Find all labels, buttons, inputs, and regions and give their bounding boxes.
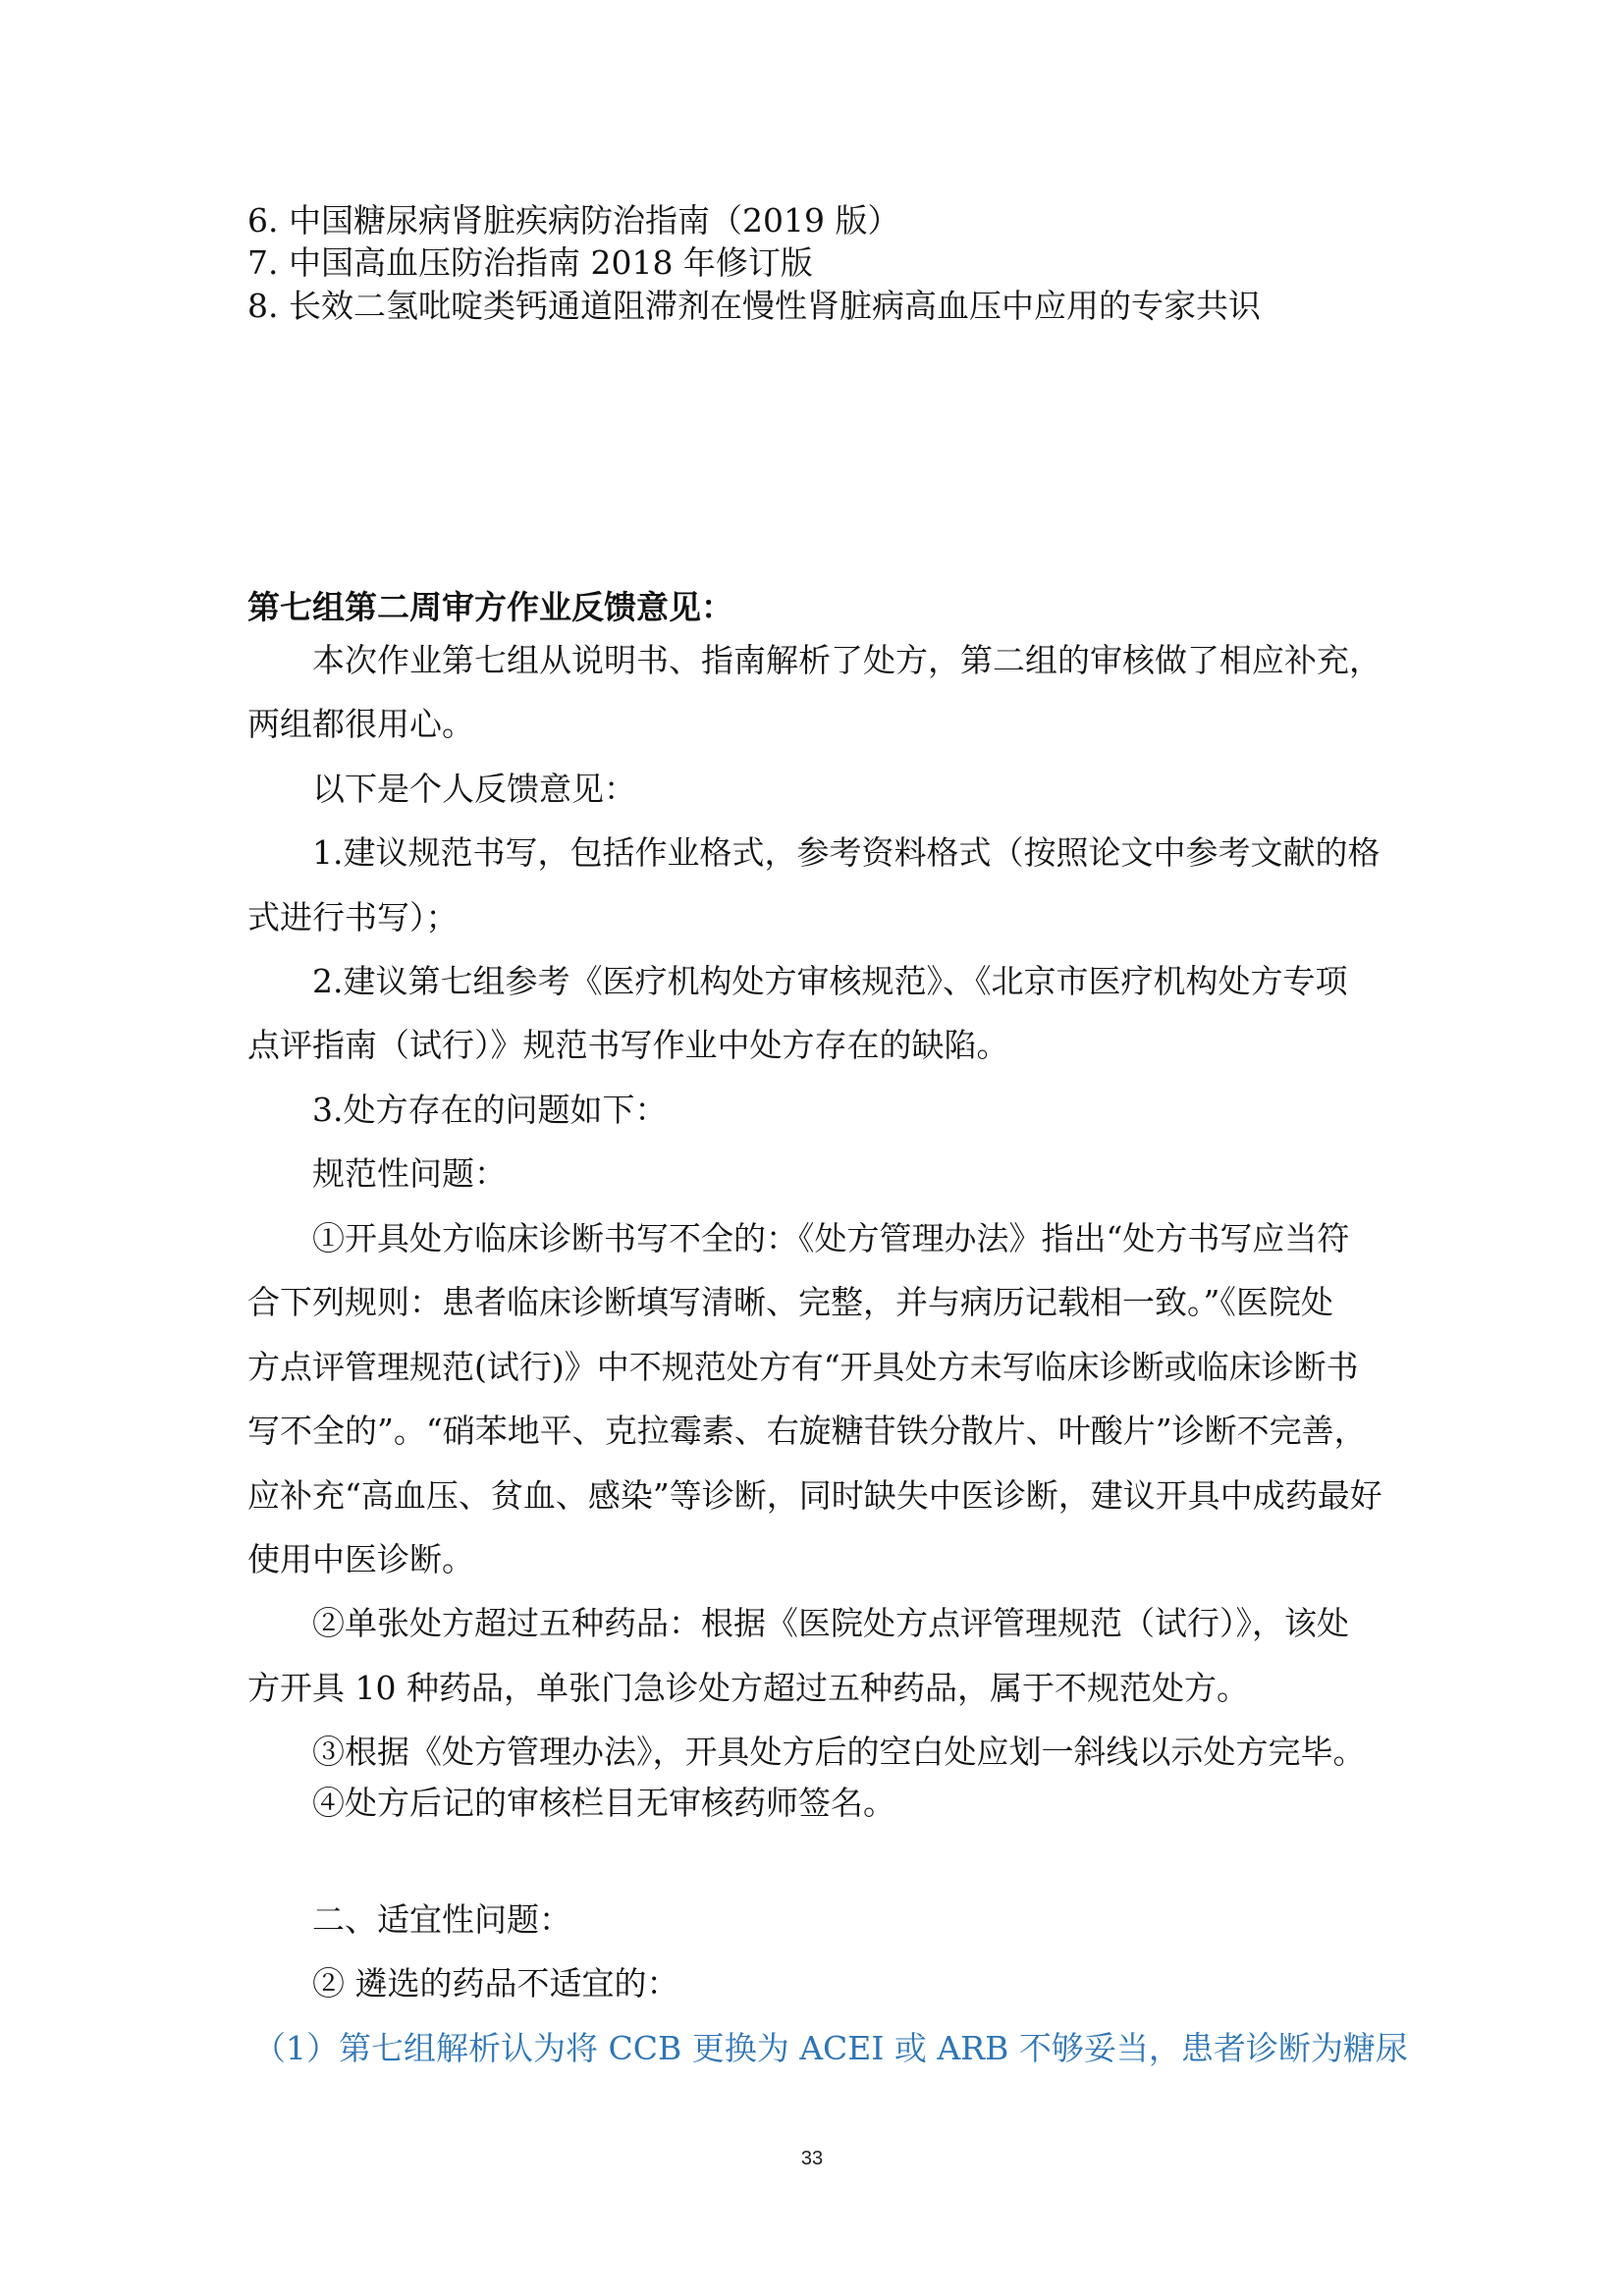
paragraph-line: 两组都很用心。 bbox=[247, 705, 474, 743]
reference-item-6: 6. 中国糖尿病肾脏疾病防治指南（2019 版） bbox=[247, 201, 900, 240]
subsection-title: 规范性问题： bbox=[312, 1154, 507, 1193]
issue-item-continuation: 写不全的”。“硝苯地平、克拉霉素、右旋糖苷铁分散片、叶酸片”诊断不完善， bbox=[247, 1412, 1367, 1450]
issue-item-continuation: 使用中医诊断。 bbox=[247, 1540, 474, 1578]
issue-item: ①开具处方临床诊断书写不全的：《处方管理办法》指出“处方书写应当符 bbox=[312, 1219, 1350, 1257]
issue-item: ③根据《处方管理办法》，开具处方后的空白处应划一斜线以示处方完毕。 bbox=[312, 1733, 1366, 1771]
list-item-continuation: 式进行书写）； bbox=[247, 898, 459, 936]
paragraph-line: 本次作业第七组从说明书、指南解析了处方，第二组的审核做了相应补充， bbox=[312, 641, 1381, 679]
reference-item-8: 8. 长效二氢吡啶类钙通道阻滞剂在慢性肾脏病高血压中应用的专家共识 bbox=[247, 287, 1261, 325]
section-heading: 第七组第二周审方作业反馈意见： bbox=[247, 588, 733, 626]
issue-item-continuation: 合下列规则：患者临床诊断填写清晰、完整，并与病历记载相一致。”《医院处 bbox=[247, 1283, 1333, 1321]
list-item: 1.建议规范书写，包括作业格式，参考资料格式（按照论文中参考文献的格 bbox=[312, 833, 1380, 872]
issue-item-continuation: 应补充“高血压、贫血、感染”等诊断，同时缺失中医诊断，建议开具中成药最好 bbox=[247, 1476, 1382, 1515]
list-item: 2.建议第七组参考《医疗机构处方审核规范》、《北京市医疗机构处方专项 bbox=[312, 962, 1348, 1000]
issue-item: ② 遴选的药品不适宜的： bbox=[312, 1964, 679, 2002]
page-number: 33 bbox=[800, 2148, 824, 2169]
list-item-continuation: 点评指南（试行）》规范书写作业中处方存在的缺陷。 bbox=[247, 1026, 1009, 1064]
issue-item: ②单张处方超过五种药品：根据《医院处方点评管理规范（试行）》，该处 bbox=[312, 1604, 1349, 1642]
issue-item-continuation: 方开具 10 种药品，单张门急诊处方超过五种药品，属于不规范处方。 bbox=[247, 1669, 1249, 1707]
reference-item-7: 7. 中国高血压防治指南 2018 年修订版 bbox=[247, 243, 813, 282]
issue-item: ④处方后记的审核栏目无审核药师签名。 bbox=[312, 1784, 895, 1822]
paragraph-line: 以下是个人反馈意见： bbox=[312, 770, 636, 808]
list-item: 3.处方存在的问题如下： bbox=[312, 1091, 668, 1129]
highlighted-comment: （1）第七组解析认为将 CCB 更换为 ACEI 或 ARB 不够妥当，患者诊断为糖尿 bbox=[253, 2029, 1408, 2067]
subsection-title: 二、适宜性问题： bbox=[312, 1900, 571, 1939]
issue-item-continuation: 方点评管理规范(试行)》中不规范处方有“开具处方未写临床诊断或临床诊断书 bbox=[247, 1348, 1359, 1386]
